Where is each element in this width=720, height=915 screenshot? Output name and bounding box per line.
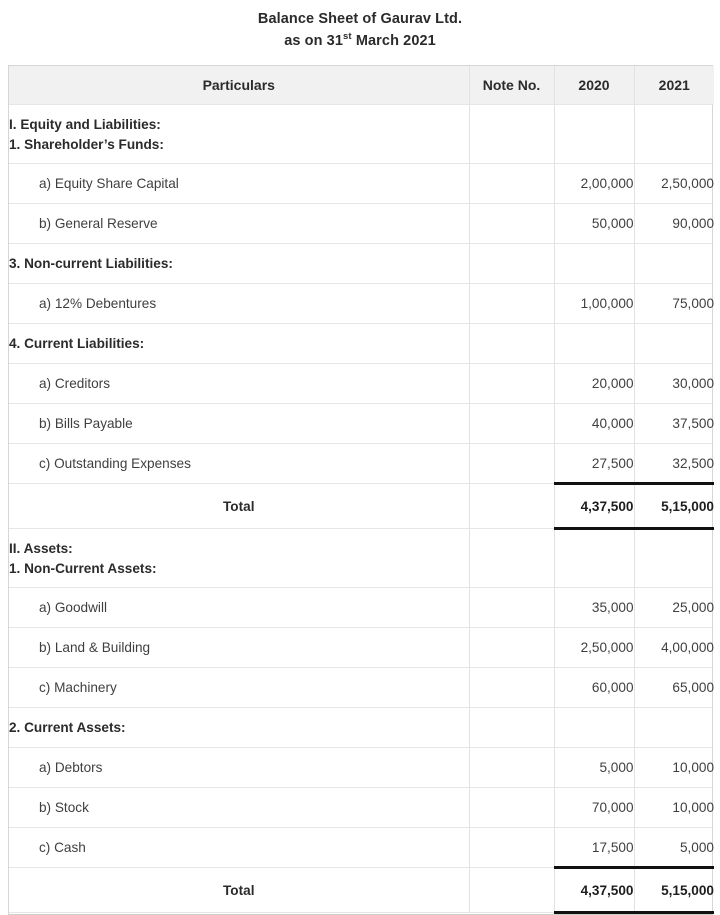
cell-amount-2020: 2,50,000 [554, 628, 634, 668]
title-line-date [0, 30, 720, 52]
cell-amount-2020 [554, 105, 634, 164]
cell-note-no [469, 404, 554, 444]
table-header [9, 66, 714, 105]
cell-amount-2020 [554, 324, 634, 364]
cell-amount-2021: 65,000 [634, 668, 714, 708]
balance-sheet-table [9, 66, 714, 914]
cell-amount-2021: 5,000 [634, 828, 714, 868]
row-section-heading: 3. Non-current Liabilities: [9, 244, 469, 284]
table-row [9, 668, 714, 708]
column-header-2021: 2021 [634, 66, 714, 105]
table-row [9, 484, 714, 529]
section-heading-line-1: I. Equity and Liabilities: [9, 117, 161, 132]
row-section-heading [9, 529, 469, 588]
row-item-label: b) General Reserve [9, 204, 469, 244]
cell-amount-2021: 4,00,000 [634, 628, 714, 668]
cell-note-no [469, 588, 554, 628]
row-total-label: Total [9, 868, 469, 913]
table-row [9, 868, 714, 913]
cell-note-no [469, 204, 554, 244]
table-row [9, 828, 714, 868]
table-body [9, 105, 714, 913]
cell-amount-2020: 5,000 [554, 748, 634, 788]
cell-note-no [469, 788, 554, 828]
section-heading-line-2: 1. Non-Current Assets: [9, 561, 157, 576]
cell-amount-2021: 32,500 [634, 444, 714, 484]
column-header-particulars: Particulars [9, 66, 469, 105]
cell-amount-2021: 25,000 [634, 588, 714, 628]
cell-amount-2020 [554, 529, 634, 588]
table-row [9, 244, 714, 284]
title-date-ordinal-suffix: st [343, 31, 352, 43]
cell-note-no [469, 364, 554, 404]
cell-note-no [469, 105, 554, 164]
cell-note-no [469, 164, 554, 204]
cell-note-no [469, 529, 554, 588]
cell-note-no [469, 324, 554, 364]
table-row [9, 164, 714, 204]
table-row [9, 529, 714, 588]
cell-amount-2021: 75,000 [634, 284, 714, 324]
cell-amount-2021 [634, 244, 714, 284]
cell-amount-2020: 1,00,000 [554, 284, 634, 324]
cell-amount-2021: 30,000 [634, 364, 714, 404]
cell-amount-2020: 4,37,500 [554, 868, 634, 913]
table-row [9, 588, 714, 628]
cell-amount-2021: 5,15,000 [634, 484, 714, 529]
cell-note-no [469, 444, 554, 484]
row-item-label: b) Stock [9, 788, 469, 828]
section-heading-line-2: 1. Shareholder’s Funds: [9, 137, 164, 152]
cell-amount-2021: 2,50,000 [634, 164, 714, 204]
cell-amount-2021: 5,15,000 [634, 868, 714, 913]
cell-amount-2021: 37,500 [634, 404, 714, 444]
cell-amount-2020: 20,000 [554, 364, 634, 404]
cell-amount-2020 [554, 244, 634, 284]
cell-note-no [469, 628, 554, 668]
cell-amount-2021 [634, 529, 714, 588]
cell-amount-2020: 60,000 [554, 668, 634, 708]
row-item-label: c) Machinery [9, 668, 469, 708]
title-date-prefix: as on 31 [284, 33, 344, 49]
cell-amount-2020: 70,000 [554, 788, 634, 828]
document-title [0, 0, 720, 52]
table-row [9, 204, 714, 244]
table-row [9, 748, 714, 788]
row-item-label: c) Cash [9, 828, 469, 868]
row-item-label: a) Creditors [9, 364, 469, 404]
row-section-heading: 2. Current Assets: [9, 708, 469, 748]
row-item-label: a) Equity Share Capital [9, 164, 469, 204]
table-row [9, 284, 714, 324]
cell-amount-2021: 90,000 [634, 204, 714, 244]
table-row [9, 105, 714, 164]
cell-note-no [469, 828, 554, 868]
cell-amount-2020: 2,00,000 [554, 164, 634, 204]
table-row [9, 788, 714, 828]
cell-amount-2020 [554, 708, 634, 748]
cell-amount-2021 [634, 708, 714, 748]
row-item-label: b) Bills Payable [9, 404, 469, 444]
table-row [9, 364, 714, 404]
cell-note-no [469, 484, 554, 529]
cell-amount-2020: 17,500 [554, 828, 634, 868]
cell-amount-2020: 50,000 [554, 204, 634, 244]
cell-note-no [469, 244, 554, 284]
table-row [9, 628, 714, 668]
cell-amount-2021: 10,000 [634, 788, 714, 828]
cell-amount-2021 [634, 324, 714, 364]
row-total-label: Total [9, 484, 469, 529]
cell-amount-2020: 4,37,500 [554, 484, 634, 529]
row-section-heading [9, 105, 469, 164]
cell-note-no [469, 708, 554, 748]
column-header-2020: 2020 [554, 66, 634, 105]
cell-note-no [469, 868, 554, 913]
row-item-label: a) Debtors [9, 748, 469, 788]
table-header-row [9, 66, 714, 105]
table-row [9, 324, 714, 364]
section-heading-line-1: II. Assets: [9, 541, 73, 556]
cell-amount-2020: 35,000 [554, 588, 634, 628]
cell-note-no [469, 668, 554, 708]
column-header-note-no: Note No. [469, 66, 554, 105]
cell-note-no [469, 748, 554, 788]
row-item-label: b) Land & Building [9, 628, 469, 668]
title-line-company: Balance Sheet of Gaurav Ltd. [257, 11, 463, 27]
cell-amount-2020: 40,000 [554, 404, 634, 444]
cell-amount-2021 [634, 105, 714, 164]
title-date-suffix: March 2021 [351, 33, 436, 49]
row-section-heading: 4. Current Liabilities: [9, 324, 469, 364]
cell-amount-2021: 10,000 [634, 748, 714, 788]
row-item-label: c) Outstanding Expenses [9, 444, 469, 484]
cell-amount-2020: 27,500 [554, 444, 634, 484]
row-item-label: a) 12% Debentures [9, 284, 469, 324]
table-row [9, 404, 714, 444]
balance-sheet-table-container [8, 65, 713, 915]
row-item-label: a) Goodwill [9, 588, 469, 628]
table-row [9, 444, 714, 484]
cell-note-no [469, 284, 554, 324]
table-row [9, 708, 714, 748]
